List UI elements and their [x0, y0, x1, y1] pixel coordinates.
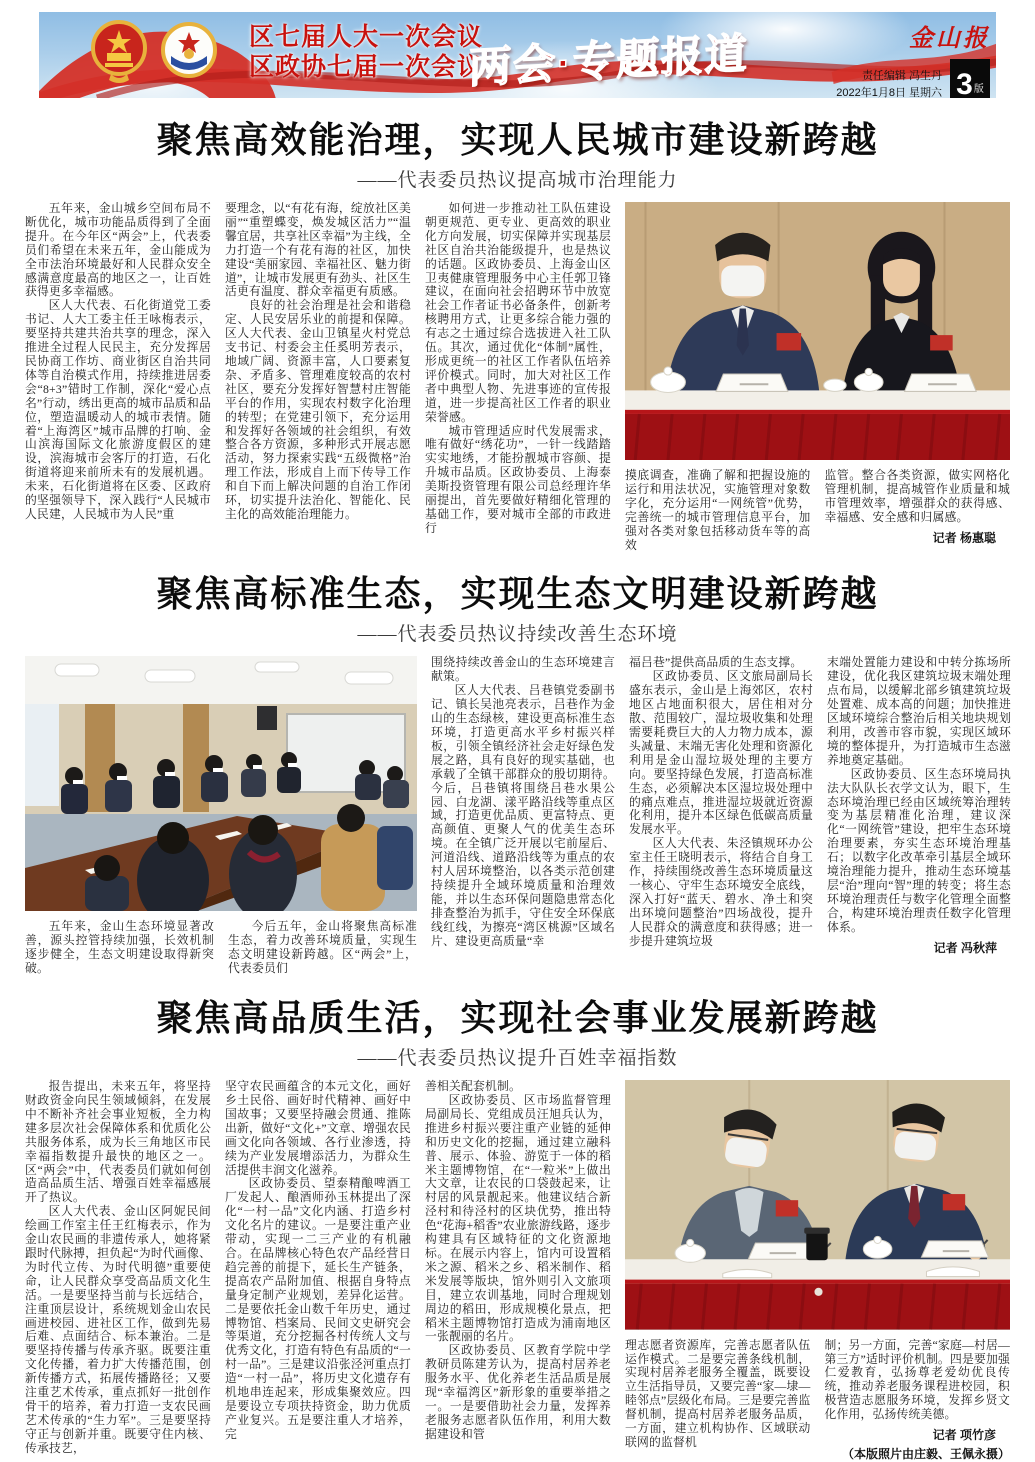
- publish-date: 2022年1月8日 星期六: [836, 86, 942, 98]
- session-slogans: [249, 22, 483, 82]
- article-3-column-5: [825, 1339, 1011, 1462]
- page-number-badge: [950, 59, 990, 98]
- article-1-photo-block: [625, 202, 1010, 552]
- paragraph: 今后五年，金山将聚焦高标准生态，着力改善环境质量，实现生态文明建设新跨越。区“两会”上，代表委员们: [228, 919, 417, 976]
- article-2-subtitle: ——代表委员热议持续改善生态环境: [357, 624, 678, 646]
- photo-meeting-room-discussion: [25, 656, 417, 911]
- masthead-right: [836, 18, 990, 98]
- masthead-emblems: [91, 20, 217, 84]
- paragraph: 如何进一步推动社工队伍建设朝更规范、更专业、更高效的职业化方向发展，切实保障并实现基层社区自治共治能级提升，也是热议的话题。区政协委员、上海金山区卫夷健康管理服务中心主任郭卫锋建议，在面向社会招聘环节中放宽社会工作者证书必备条件，创新考核聘用方式，让更多综合能力强的有志之士通过综合选拔进入社工队伍。其次，通过优化“体制”属性，形成更统一的社区工作者队伍培养评价模式。同时，加大对社区工作者中典型人物、先进事迹的宣传报道，进一步提高社区工作者的职业荣誉感。: [425, 201, 611, 424]
- cppcc-emblem-icon: [161, 20, 217, 84]
- article-livelihood: [25, 990, 1010, 1462]
- article-1-column-2: [225, 202, 411, 522]
- article-ecology: [25, 566, 1010, 976]
- article-2-column-1: [431, 656, 615, 948]
- article-3-column-4: [625, 1339, 811, 1462]
- paragraph: 五年来，金山生态环境显著改善，源头控管持续加强，长效机制逐步健全，生态文明建设取得新突破。: [25, 919, 214, 976]
- article-2-photo-block: [25, 656, 417, 976]
- article-2-column-b: [228, 920, 417, 976]
- article-3-column-3: [425, 1080, 611, 1442]
- paragraph: 围绕持续改善金山的生态环境建言献策。: [431, 655, 615, 684]
- article-governance: [25, 112, 1010, 552]
- photo-delegates-writing-notes: [625, 1080, 1010, 1330]
- article-3-subtitle: ——代表委员热议提升百姓幸福指数: [357, 1048, 678, 1070]
- article-1-column-3: [425, 202, 611, 536]
- paragraph: 报告提出，未来五年，将坚持财政资金向民生领域倾斜，在发展中不断补齐社会事业短板，全力构建多层次社会保障体系和优质化公共服务体系，成为长三角地区市民幸福指数提升最快的地区之一。区“两会”中，代表委员们就如何创造高品质生活、增强百姓幸福感展开了热议。: [25, 1079, 211, 1205]
- paper-name: 金山报: [909, 26, 990, 52]
- paragraph: 理志愿者资源库，完善志愿者队伍运作模式。二是要完善条线机制，实现村居养老服务全覆盖，既要设立生活指导员，又要完善“家—埭—睦邻点”层级化布局。三是要完善监督机制，提高村居养老服务品质，一方面，建立机构协作、区域联动联网的监督机: [625, 1337, 811, 1449]
- paragraph: 区人大代表、朱泾镇规环办公室主任王晓明表示，将结合自身工作，持续围绕改善生态环境质量这一核心、守牢生态环境安全底线，深入打好“蓝天、碧水、净土和突出环境问题整治”四场战役，提升人民群众的满意度和获得感；进一步提升建筑垃圾: [629, 836, 813, 948]
- article-3-column-2: [225, 1080, 411, 1442]
- article-2-byline: 记者 冯秋萍: [933, 940, 997, 955]
- paragraph: 区政协委员、区生态环境局执法大队队长衣学文认为，眼下，生态环境治理已经由区域统筹治理转变为基层精准化治理，建议深化“一网统管”建设，把牢生态环境治理要素，夯实生态环境治理基石；以数字化改革牵引基层全域环境治理能力提升，推动生态环境基层“治”理向“智”理的转变；将生态环境治理责任与数字化管理全面整合，构建环境治理责任数字化管理体系。: [827, 766, 1011, 934]
- article-3-byline: 记者 项竹彦: [932, 1428, 996, 1443]
- banner-title: 两会·专题报道: [468, 29, 750, 92]
- paragraph: 区政协委员、区市场监督管理局副局长、党组成员汪旭兵认为，推进乡村振兴要注重产业链的延伸和历史文化的挖掘，通过建立融科普、展示、体验、游览于一体的稻米主题博物馆，在“一粒米”上做出大文章，让农民的口袋鼓起来，让村居的风景靓起来。他建议结合新泾村和待泾村的区块优势，推出特色“花海+稻香”农业旅游线路，逐步构建具有区域特征的文化资源地标。在展示内容上，馆内可设置稻米之源、稻米之乡、稻米制作、稻米发展等版块，馆外则引入文旅项目，建立农训基地，同时合理规划周边的稻田，形成规模化景点，把稻米主题博物馆打造成为浦南地区一张靓丽的名片。: [425, 1093, 611, 1344]
- paragraph: 摸底调查，准确了解和把握设施的运行和用法状况，实施管理对象数字化，充分运用“一网统管”优势，完善统一的城市管理信息平台，加强对各类对象包括移动货车等的高效: [625, 468, 811, 552]
- paragraph: 区政协委员、望泰精酿啤酒工厂发起人、酿酒师孙玉林提出了深化“一村一品”文化内涵、打造乡村文化名片的建议。一是要注重产业带动，实现一二三产业的有机融合。在品牌核心特色农产品经营日趋完善的前提下，延长生产链条，提高农产品附加值、根据自身特点量身定制产业规划，差异化运营。二是要依托金山数千年历史，通过博物馆、档案局、民间文史研究会等渠道，充分挖掘各村传统人文与优秀文化，打造有特色有品质的“一村一品”。三是建议沿张泾河重点打造“一村一品”，将历史文化遗存有机地串连起来，形成集聚效应。四是要设立专项扶持资金，助力优质产业复兴。五是要注重人才培养，完: [225, 1176, 411, 1441]
- paragraph: 善相关配套机制。: [425, 1079, 521, 1094]
- article-3-headline: 聚焦高品质生活，实现社会事业发展新跨越: [156, 997, 879, 1039]
- session-slogan-line2: 区政协七届一次会议: [249, 53, 484, 81]
- article-2-column-2: [629, 656, 813, 948]
- paragraph: 区政协委员、区文旅局副局长盛东表示，金山是上海郊区，农村地区占地面积很大，居住相对分散、范围较广，湿垃圾收集和处理需要耗费巨大的人力物力成本，源头减量、末端无害化处理和资源化利用是金山湿垃圾处理的主要方向。要坚持绿色发展，打造高标准生态，必须解决本区湿垃圾处理中的痛点难点，推进湿垃圾就近资源化利用，提升本区绿色低碳高质量发展水平。: [629, 669, 813, 837]
- article-3-photo-block: [625, 1080, 1010, 1462]
- session-slogan-line1: 区七届人大一次会议: [249, 23, 484, 51]
- paragraph: 监管。整合各类资源，做实网格化管理机制，提高城管作业质量和城市管理效率，增强群众的获得感、幸福感、安全感和归属感。: [824, 468, 1010, 524]
- page-number-suffix: 版: [973, 84, 984, 95]
- article-3-column-1: [25, 1080, 211, 1455]
- paragraph: 区人大代表、石化街道党工委书记、人大工委主任王咏梅表示，要坚持共建共治共享的理念，深入推进全过程人民民主，充分发挥居民协商工作坊、商业街区自治共同体等自治模式作用，持续推进居委会“8+3”错时工作制，深化“爱心点名”行动，绣出更高的城市品质和品位，塑造温暖动人的城市表情。随着“上海湾区”城市品牌的打响、金山滨海国际文化旅游度假区的建设，滨海城市会客厅的打造，石化街道将迎来前所未有的发展机遇。未来，石化街道将在区委、区政府的坚强领导下，深入践行“人民城市人民建，人民城市为人民”重: [25, 298, 211, 521]
- paragraph: 区政协委员、区教育学院中学教研员陈建芳认为，提高村居养老服务水平、优化养老生活品质是展现“幸福湾区”新形象的重要举措之一。一是要借助社会力量，发挥养老服务志愿者队伍作用，利用大数据建设和管: [425, 1343, 611, 1441]
- paragraph: 区人大代表、金山区阿妮民间绘画工作室主任王红梅表示，作为金山农民画的非遗传承人，她将紧跟时代脉搏，担负起“为时代画像、为时代立传、为时代明德”重要使命，让人民群众享受高品质文化生活。一是要坚持当前与长远结合，注重顶层设计，系统规划金山农民画进校园、进社区工作，做到先易后难、点面结合、标本兼治。二是要坚持传播与传承齐驱。既要注重文化传播，着力扩大传播范围，创新传播方式，拓展传播路径；又要注重艺术传承，重点抓好一批创作骨干的培养，着力打造一支农民画艺术传承的“生力军”。三是要坚持守正与创新并重。既要守住内核、传承技艺，: [25, 1204, 211, 1455]
- paragraph: 制；另一方面，完善“家庭—村居—第三方”适时评价机制。四是要加强仁爱教育，弘扬尊老爱幼优良传统，推动养老服务课程进校园，积极营造志愿服务环境，发挥乡贤文化作用，弘扬传统美德。: [824, 1337, 1010, 1422]
- article-1-byline: 记者 杨惠聪: [932, 530, 996, 545]
- paragraph: 五年来，金山城乡空间布局不断优化，城市功能品质得到了全面提升。在今年区“两会”上，代表委员们希望在未来五年，金山能成为全市法治环境最好和人民群众安全感满意度最高的地区之一，让百姓获得更多幸福感。: [25, 201, 211, 299]
- article-1-headline: 聚焦高效能治理，实现人民城市建设新跨越: [156, 119, 879, 160]
- article-2-column-a: [25, 920, 214, 976]
- paragraph: 末端处置能力建设和中转分拣场所建设，优化我区建筑垃圾末端处理点布局，以缓解北部乡镇建筑垃圾处置难、成本高的问题；加快推进区域环境综合整治后相关地块规划利用，改善市容市貌，实现区域环境的整体提升，为打造城市生态滋养地奠定基础。: [827, 655, 1011, 767]
- photo-delegates-at-red-table: [625, 202, 1010, 460]
- masthead: [39, 12, 996, 98]
- paragraph: 区人大代表、吕巷镇党委副书记、镇长吴池亮表示，吕巷作为金山的生态绿核，建设更高标准生态环境，打造更高水平乡村振兴样板，引领全镇经济社会走好绿色发展之路，具有良好的现实基础，也承载了全镇干部群众的殷切期待。今后，吕巷镇将围绕吕巷水果公园、白龙湖、漾平路沿线等重点区域，打造更优品质、更富特点、更高颜值、更聚人气的优美生态环境。在全镇广泛开展以宅前屋后、河道沿线、道路沿线等为重点的农村人居环境整治，以各类示范创建持续提升全域环境质量和治理效能，并以生态环保问题隐患常态化排查整治为抓手，守住安全环保底线红线，为擦亮“湾区桃源”区域名片、建设更高质量“幸: [431, 683, 615, 948]
- paragraph: 良好的社会治理是社会和谐稳定、人民安居乐业的前提和保障。区人大代表、金山卫镇星火村党总支书记、村委会主任奚明芳表示，地域广阔、资源丰富，人口要素复杂、矛盾多、管理难度较高的农村社区，要充分发挥好智慧村庄智能平台的作用，实现农村数字化治理的转型；在党建引领下，充分运用和发挥好各领域的社会组织，有效整合各方资源，多种形式开展志愿活动，努力探索实践“五级微格”治理工作法，形成自上而下传导工作和自下而上解决问题的自治工作闭环，切实提升法治化、智能化、民主化的高效能治理能力。: [225, 298, 411, 521]
- paragraph: 福吕巷”提供高品质的生态支撑。: [629, 655, 803, 670]
- paragraph: 坚守农民画蕴含的本元文化，画好乡土民俗、画好时代精神、画好中国故事；又要坚持融会贯通、推陈出新，做好“文化+”文章、增强农民画文化向各领域、各行业渗透，持续为产业发展增添活力，为群众生活提供丰润文化滋养。: [225, 1079, 411, 1177]
- article-2-column-3: [827, 656, 1011, 955]
- photo-credit: （本版照片由庄毅、王佩永摄）: [841, 1447, 1010, 1462]
- article-2-headline: 聚焦高标准生态，实现生态文明建设新跨越: [156, 573, 879, 615]
- national-emblem-icon: [91, 20, 147, 84]
- editor-credit: 责任编辑 冯生丹: [861, 70, 942, 82]
- article-1-column-4: [625, 469, 811, 552]
- paragraph: 要理念，以“有花有海，绽放社区美丽”“重塑蝶变，焕发城区活力”“温馨宜居，共享社区幸福”为主线，全力打造一个有花有海的社区，加快建设“美丽家园、幸福社区、魅力街道”，让城市发展更有劲头、社区生活更有温度、群众幸福更有质感。: [225, 201, 411, 299]
- article-1-column-1: [25, 202, 211, 522]
- page-number: 3: [956, 68, 973, 98]
- article-1-subtitle: ——代表委员热议提高城市治理能力: [357, 170, 678, 191]
- article-1-column-5: [825, 469, 1011, 552]
- paragraph: 城市管理适应时代发展需求，唯有做好“绣花功”，一针一线踏踏实实地绣，才能扮靓城市容颜、提升城市品质。区政协委员、上海泰美斯投资管理有限公司总经理许华丽提出，首先要做好精细化管理的基础工作，要对城市全部的市政进行: [425, 423, 611, 535]
